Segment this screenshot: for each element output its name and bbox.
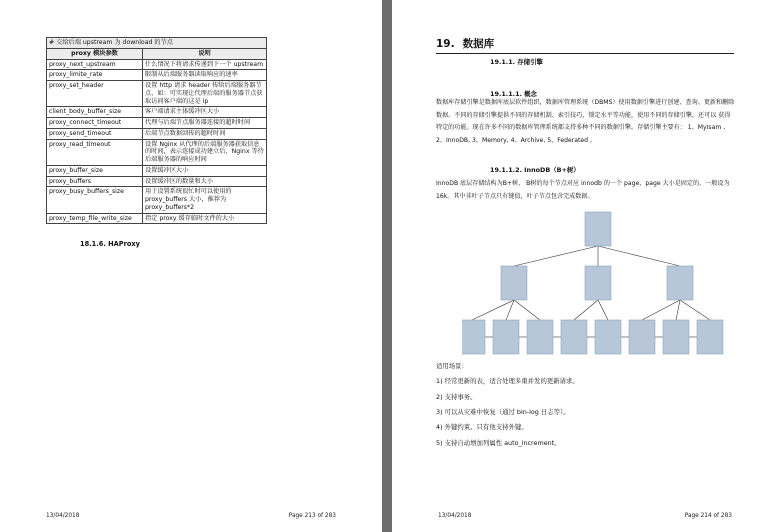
tree-edge	[642, 300, 680, 320]
param-cell: proxy_send_timeout	[47, 128, 143, 139]
tree-leaf-node	[595, 320, 621, 354]
table-row	[47, 187, 267, 213]
table-header-param: proxy 模块参数	[47, 48, 143, 59]
param-cell: proxy_temp_file_write_size	[47, 213, 143, 224]
chapter-title: 数据库	[462, 38, 495, 50]
desc-cell: 设置缓冲区的数量和大小	[143, 176, 267, 187]
table-row	[47, 118, 267, 129]
concept-paragraph: 数据库存储引擎是数据库底层软件组织，数据库管理系统（DBMS）使用数据引擎进行创建、查询、更新和删除数据。不同的存储引擎提供不同的存储机制、索引技巧、锁定水平等功能，使用不同的存储引擎，还可以 获得特定的功能。现在许多不同的数据库管理系统都支持多种不同的数据引擎。存储引擎主要有： 1、MyIsam , 2、InnoDB, 3、Memory, 4、Archive, 5、Federated 。	[436, 99, 735, 144]
table-row	[47, 59, 267, 70]
table-row	[47, 176, 267, 187]
footer-date: 13/04/2018	[438, 513, 472, 519]
right-page	[392, 0, 778, 532]
tree-edge	[472, 300, 514, 320]
tree-leaf-node	[629, 320, 655, 354]
param-cell: proxy_buffers	[47, 176, 143, 187]
param-cell: proxy_next_upstream	[47, 59, 143, 70]
scenario-item-5: 5) 支持自动增加列属性 auto_increment。	[436, 439, 561, 447]
table-header-desc: 说明	[143, 48, 267, 59]
tree-leaf-node	[561, 320, 587, 354]
footer-date: 13/04/2018	[46, 513, 80, 519]
param-cell: proxy_buffer_size	[47, 165, 143, 176]
innodb-paragraph: InnoDB 底层存储结构为B+树， B树的每个节点对应 innodb 的一个 page，page 大小是固定的，一般设为 16k。其中非叶子节点只有键值，叶子节点包含完成数据。	[436, 180, 730, 200]
param-cell: proxy_busy_buffers_size	[47, 187, 143, 213]
tree-leaf-node	[462, 320, 485, 354]
desc-cell: 设置缓冲区大小	[143, 165, 267, 176]
heading-innodb: 19.1.1.2. InnoDB（B+树）	[490, 166, 580, 174]
desc-cell: 客户端请求主体缓冲区大小	[143, 107, 267, 118]
scenario-item-1: 1) 经常更新的表，适合处理多重并发的更新请求。	[436, 377, 579, 385]
table-row	[47, 81, 267, 107]
param-cell: proxy_set_header	[47, 81, 143, 107]
param-cell: proxy_limite_rate	[47, 70, 143, 81]
desc-cell: 设置 http 请求 header 传给后端服务器节点，如：可实现让代理后端的服务器节点获取访问客户端的这是 ip	[143, 81, 267, 107]
desc-cell: 设置 Nginx 从代理的后端服务器获取信息的时间，表示连接成功建立后，Nginx 等待后端服务器的响应时间	[143, 139, 267, 165]
tree-leaf-node	[493, 320, 519, 354]
table-caption: # 交给后端 upstream 为 download 的节点	[47, 38, 267, 49]
left-page	[0, 0, 382, 532]
desc-cell: 什么情况下将请求传递到下一个 upstream	[143, 59, 267, 70]
tree-edge	[598, 300, 608, 320]
footer-page-number: Page 214 of 283	[684, 513, 732, 519]
tree-edge	[680, 300, 710, 320]
desc-cell: 后端节点数据回传的超时时间	[143, 128, 267, 139]
param-cell: proxy_connect_timeout	[47, 118, 143, 129]
tree-leaf-node	[697, 320, 723, 354]
tree-internal-node	[585, 266, 611, 300]
tree-edge	[514, 300, 540, 320]
table-row	[47, 165, 267, 176]
param-cell: client_body_buffer_size	[47, 107, 143, 118]
tree-leaf-node	[663, 320, 689, 354]
scenario-item-2: 2) 支持事务。	[436, 393, 477, 401]
table-row	[47, 107, 267, 118]
scenario-label: 适用场景：	[436, 362, 468, 370]
table-header-row	[47, 48, 267, 59]
section-heading-haproxy: 18.1.6. HAProxy	[80, 240, 140, 248]
desc-cell: 代理与后端节点服务器连接的超时时间	[143, 118, 267, 129]
desc-cell: 用于设置系统很忙时可以使用的 proxy_buffers 大小，推荐为 proxy_buffers*2	[143, 187, 267, 213]
heading-concept: 19.1.1.1. 概念	[490, 90, 537, 98]
table-row	[47, 213, 267, 224]
table-caption-row	[47, 38, 267, 49]
tree-leaf-node	[527, 320, 553, 354]
desc-cell: 限制从后端服务器读取响应的速率	[143, 70, 267, 81]
proxy-params-table	[46, 37, 267, 224]
tree-edge	[676, 300, 680, 320]
desc-cell: 指定 proxy 缓存临时文件的大小	[143, 213, 267, 224]
tree-internal-node	[667, 266, 693, 300]
tree-root-node	[585, 212, 611, 246]
scenario-item-4: 4) 外键约束。只有他支持外键。	[436, 423, 528, 431]
tree-nodes	[462, 212, 723, 354]
table-row	[47, 139, 267, 165]
tree-internal-node	[501, 266, 527, 300]
param-cell: proxy_read_timeout	[47, 139, 143, 165]
table-row	[47, 128, 267, 139]
table-row	[47, 70, 267, 81]
tree-edge	[574, 300, 598, 320]
chapter-number: 19.	[436, 38, 455, 50]
heading-storage-engine: 19.1.1. 存储引擎	[490, 58, 543, 66]
footer-page-number: Page 213 of 283	[288, 513, 336, 519]
chapter-heading	[436, 36, 734, 54]
scenario-item-3: 3) 可以从灾难中恢复（通过 bin-log 日志等）。	[436, 408, 570, 416]
tree-edge	[514, 246, 598, 266]
bplus-tree-diagram	[462, 210, 732, 358]
tree-edge	[598, 246, 680, 266]
